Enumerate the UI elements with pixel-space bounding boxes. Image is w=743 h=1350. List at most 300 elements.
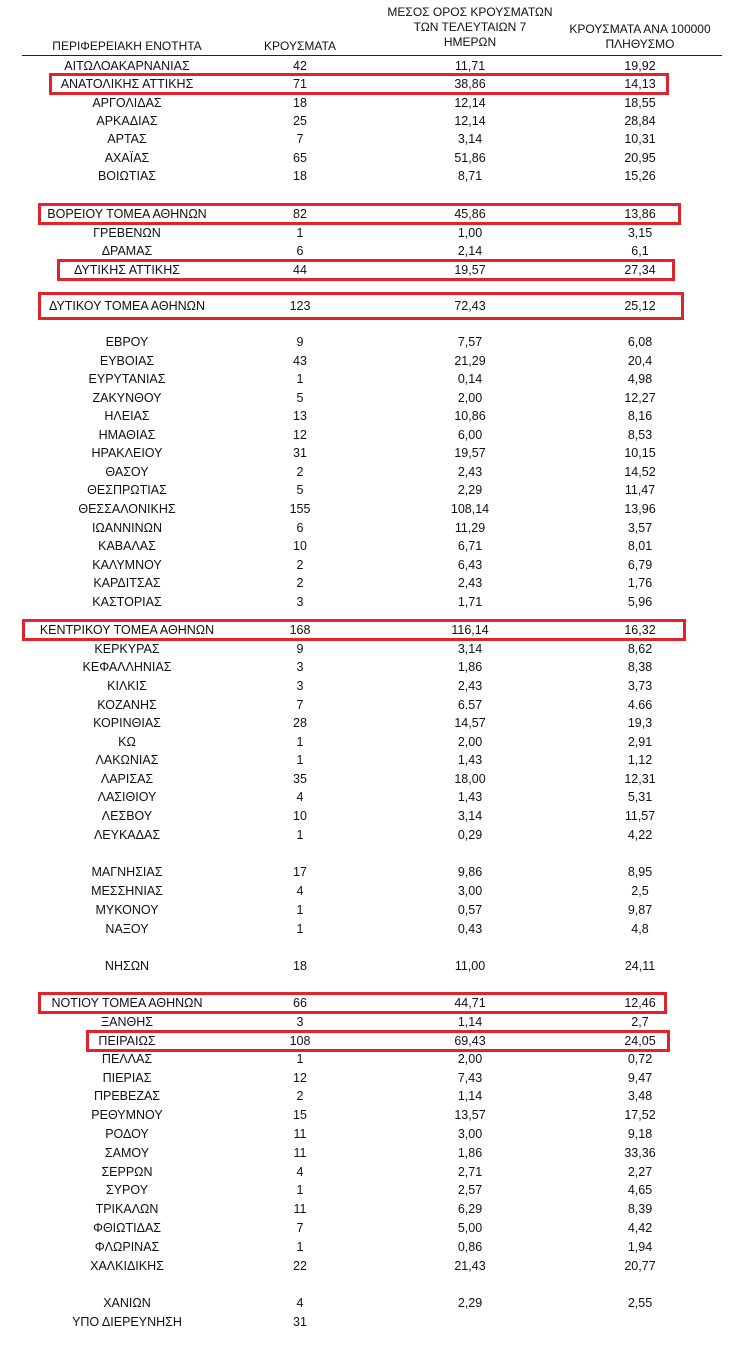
- avg-cell: 13,57: [454, 1108, 486, 1122]
- avg-cell: 21,29: [454, 354, 486, 368]
- per100k-cell: 11,57: [624, 809, 656, 823]
- region-cell: ΠΕΛΛΑΣ: [101, 1052, 153, 1066]
- table-row: [0, 500, 743, 518]
- avg-cell: 1,14: [457, 1089, 483, 1103]
- table-row: [0, 556, 743, 574]
- cases-cell: 2: [296, 558, 304, 572]
- table-row: [0, 1257, 743, 1275]
- per100k-cell: 20,77: [624, 1259, 656, 1273]
- region-cell: ΒΟΡΕΙΟΥ ΤΟΜΕΑ ΑΘΗΝΩΝ: [47, 207, 207, 221]
- table-row: [0, 920, 743, 938]
- region-cell: ΠΕΙΡΑΙΩΣ: [98, 1034, 156, 1048]
- table-row: [0, 593, 743, 611]
- cases-cell: 123: [289, 299, 311, 313]
- table-row: [0, 677, 743, 695]
- avg-cell: 2,43: [457, 679, 483, 693]
- table-row: [0, 1106, 743, 1124]
- avg-cell: 8,71: [457, 169, 483, 183]
- per100k-cell: 20,4: [627, 354, 653, 368]
- per100k-cell: 1,12: [627, 753, 653, 767]
- header-divider: [22, 55, 722, 56]
- per100k-cell: 4,42: [627, 1221, 653, 1235]
- avg-cell: 21,43: [454, 1259, 486, 1273]
- cases-cell: 4: [296, 884, 304, 898]
- region-cell: ΤΡΙΚΑΛΩΝ: [95, 1202, 159, 1216]
- table-row: [0, 130, 743, 148]
- region-cell: ΚΑΣΤΟΡΙΑΣ: [92, 595, 162, 609]
- region-cell: ΚΑΒΑΛΑΣ: [98, 539, 156, 553]
- avg-cell: 108,14: [450, 502, 490, 516]
- table-row: [0, 463, 743, 481]
- avg-cell: 0,29: [457, 828, 483, 842]
- per100k-cell: 12,46: [624, 996, 656, 1010]
- per100k-cell: 13,86: [624, 207, 656, 221]
- cases-cell: 108: [289, 1034, 311, 1048]
- table-row: [0, 261, 743, 279]
- per100k-cell: 2,91: [627, 735, 653, 749]
- region-cell: ΣΑΜΟΥ: [104, 1146, 150, 1160]
- per100k-cell: 6,1: [631, 244, 649, 258]
- region-cell: ΘΑΣΟΥ: [105, 465, 149, 479]
- region-cell: ΜΑΓΝΗΣΙΑΣ: [91, 865, 163, 879]
- avg-cell: 11,29: [454, 521, 486, 535]
- cases-cell: 71: [293, 77, 307, 91]
- cases-cell: 1: [296, 735, 304, 749]
- region-cell: ΥΠΟ ΔΙΕΡΕΥΝΗΣΗ: [72, 1315, 182, 1329]
- cases-cell: 4: [296, 790, 304, 804]
- region-cell: ΧΑΛΚΙΔΙΚΗΣ: [90, 1259, 164, 1273]
- avg-cell: 3,00: [457, 884, 483, 898]
- region-cell: ΕΥΡΥΤΑΝΙΑΣ: [88, 372, 166, 386]
- cases-cell: 5: [296, 483, 304, 497]
- table-row: [0, 621, 743, 639]
- avg-cell: 2,29: [457, 483, 483, 497]
- per100k-cell: 27,34: [624, 263, 656, 277]
- table-row: [0, 751, 743, 769]
- header-region: ΠΕΡΙΦΕΡΕΙΑΚΗ ΕΝΟΤΗΤΑ: [52, 39, 202, 53]
- region-cell: ΙΩΑΝΝΙΝΩΝ: [91, 521, 163, 535]
- region-cell: ΗΛΕΙΑΣ: [104, 409, 150, 423]
- per100k-cell: 8,38: [627, 660, 653, 674]
- avg-cell: 12,14: [454, 96, 486, 110]
- avg-cell: 7,57: [457, 335, 483, 349]
- table-row: [0, 1200, 743, 1218]
- region-cell: ΑΡΓΟΛΙΔΑΣ: [92, 96, 162, 110]
- table-row: [0, 297, 743, 315]
- region-cell: ΦΛΩΡΙΝΑΣ: [94, 1240, 160, 1254]
- per100k-cell: 10,15: [624, 446, 656, 460]
- per100k-cell: 4,98: [627, 372, 653, 386]
- cases-cell: 1: [296, 1240, 304, 1254]
- avg-cell: 2,14: [457, 244, 483, 258]
- region-cell: ΚΑΡΔΙΤΣΑΣ: [93, 576, 161, 590]
- cases-cell: 5: [296, 391, 304, 405]
- per100k-cell: 3,57: [627, 521, 653, 535]
- avg-cell: 2,57: [457, 1183, 483, 1197]
- avg-cell: 5,00: [457, 1221, 483, 1235]
- per100k-cell: 8,95: [627, 865, 653, 879]
- cases-cell: 11: [293, 1146, 307, 1160]
- cases-cell: 28: [293, 716, 307, 730]
- per100k-cell: 14,13: [624, 77, 656, 91]
- cases-cell: 7: [296, 132, 304, 146]
- avg-cell: 3,00: [457, 1127, 483, 1141]
- header-cases-per-100k: [550, 22, 730, 52]
- per100k-cell: 4.66: [627, 698, 653, 712]
- cases-cell: 9: [296, 335, 304, 349]
- avg-cell: 72,43: [454, 299, 486, 313]
- per100k-cell: 4,22: [627, 828, 653, 842]
- avg-cell: 1,86: [457, 660, 483, 674]
- cases-cell: 1: [296, 753, 304, 767]
- cases-cell: 6: [296, 521, 304, 535]
- region-cell: ΚΕΡΚΥΡΑΣ: [94, 642, 160, 656]
- region-cell: ΛΑΚΩΝΙΑΣ: [95, 753, 159, 767]
- avg-cell: 6.57: [457, 698, 483, 712]
- region-cell: ΛΕΣΒΟΥ: [101, 809, 153, 823]
- table-row: [0, 1069, 743, 1087]
- per100k-cell: 25,12: [624, 299, 656, 313]
- table-row: [0, 957, 743, 975]
- avg-cell: 6,00: [457, 428, 483, 442]
- cases-cell: 42: [293, 59, 307, 73]
- table-row: [0, 1238, 743, 1256]
- table-row: [0, 1219, 743, 1237]
- header-per100k-line-1: ΚΡΟΥΣΜΑΤΑ ΑΝΑ 100000: [569, 22, 711, 36]
- region-cell: ΗΜΑΘΙΑΣ: [98, 428, 156, 442]
- region-cell: ΘΕΣΣΑΛΟΝΙΚΗΣ: [78, 502, 176, 516]
- region-cell: ΒΟΙΩΤΙΑΣ: [97, 169, 157, 183]
- table-row: [0, 994, 743, 1012]
- avg-cell: 18,00: [454, 772, 486, 786]
- table-row: [0, 714, 743, 732]
- avg-cell: 6,71: [457, 539, 483, 553]
- avg-cell: 2,43: [457, 465, 483, 479]
- region-cell: ΛΑΡΙΣΑΣ: [100, 772, 154, 786]
- table-row: [0, 1032, 743, 1050]
- per100k-cell: 16,32: [624, 623, 656, 637]
- table-row: [0, 788, 743, 806]
- cases-cell: 155: [289, 502, 311, 516]
- table-row: [0, 242, 743, 260]
- region-cell: ΚΕΝΤΡΙΚΟΥ ΤΟΜΕΑ ΑΘΗΝΩΝ: [39, 623, 215, 637]
- cases-cell: 1: [296, 922, 304, 936]
- table-row: [0, 1050, 743, 1068]
- per100k-cell: 3,73: [627, 679, 653, 693]
- avg-cell: 51,86: [454, 151, 486, 165]
- per100k-cell: 6,08: [627, 335, 653, 349]
- avg-cell: 69,43: [454, 1034, 486, 1048]
- cases-cell: 18: [293, 169, 307, 183]
- cases-cell: 13: [293, 409, 307, 423]
- header-avg-line-2: ΤΩΝ ΤΕΛΕΥΤΑΙΩΝ 7: [413, 20, 527, 34]
- cases-cell: 18: [293, 96, 307, 110]
- table-row: [0, 863, 743, 881]
- cases-cell: 2: [296, 1089, 304, 1103]
- per100k-cell: 4,8: [631, 922, 649, 936]
- table-row: [0, 658, 743, 676]
- cases-cell: 10: [293, 539, 307, 553]
- table-row: [0, 112, 743, 130]
- cases-cell: 25: [293, 114, 307, 128]
- cases-cell: 65: [293, 151, 307, 165]
- table-row: [0, 1087, 743, 1105]
- per100k-cell: 12,27: [624, 391, 656, 405]
- region-cell: ΔΡΑΜΑΣ: [101, 244, 153, 258]
- region-cell: ΕΒΡΟΥ: [105, 335, 149, 349]
- per100k-cell: 17,52: [624, 1108, 656, 1122]
- avg-cell: 0,86: [457, 1240, 483, 1254]
- region-cell: ΣΕΡΡΩΝ: [101, 1165, 153, 1179]
- region-cell: ΑΡΤΑΣ: [107, 132, 147, 146]
- avg-cell: 12,14: [454, 114, 486, 128]
- per100k-cell: 14,52: [624, 465, 656, 479]
- avg-cell: 45,86: [454, 207, 486, 221]
- table-row: [0, 426, 743, 444]
- cases-cell: 11: [293, 1127, 307, 1141]
- avg-cell: 0,43: [457, 922, 483, 936]
- avg-cell: 1,86: [457, 1146, 483, 1160]
- table-row: [0, 696, 743, 714]
- table-row: [0, 167, 743, 185]
- per100k-cell: 0,72: [627, 1052, 653, 1066]
- table-row: [0, 807, 743, 825]
- cases-cell: 44: [293, 263, 307, 277]
- region-cell: ΡΟΔΟΥ: [105, 1127, 149, 1141]
- cases-cell: 4: [296, 1165, 304, 1179]
- region-cell: ΝΗΣΩΝ: [104, 959, 150, 973]
- region-cell: ΛΑΣΙΘΙΟΥ: [97, 790, 157, 804]
- avg-cell: 9,86: [457, 865, 483, 879]
- table-row: [0, 149, 743, 167]
- avg-cell: 2,00: [457, 735, 483, 749]
- region-cell: ΖΑΚΥΝΘΟΥ: [92, 391, 162, 405]
- per100k-cell: 19,3: [627, 716, 653, 730]
- table-row: [0, 901, 743, 919]
- cases-cell: 1: [296, 372, 304, 386]
- avg-cell: 10,86: [454, 409, 486, 423]
- avg-cell: 1,71: [457, 595, 483, 609]
- avg-cell: 19,57: [454, 446, 486, 460]
- avg-cell: 1,43: [457, 753, 483, 767]
- region-cell: ΝΟΤΙΟΥ ΤΟΜΕΑ ΑΘΗΝΩΝ: [51, 996, 203, 1010]
- per100k-cell: 8,39: [627, 1202, 653, 1216]
- cases-cell: 15: [293, 1108, 307, 1122]
- region-cell: ΓΡΕΒΕΝΩΝ: [93, 226, 161, 240]
- avg-cell: 2,71: [457, 1165, 483, 1179]
- avg-cell: 44,71: [454, 996, 486, 1010]
- per100k-cell: 28,84: [624, 114, 656, 128]
- cases-cell: 4: [296, 1296, 304, 1310]
- avg-cell: 1,00: [457, 226, 483, 240]
- per100k-cell: 4,65: [627, 1183, 653, 1197]
- avg-cell: 38,86: [454, 77, 486, 91]
- region-cell: ΡΕΘΥΜΝΟΥ: [91, 1108, 163, 1122]
- cases-cell: 3: [296, 679, 304, 693]
- region-cell: ΔΥΤΙΚΟΥ ΤΟΜΕΑ ΑΘΗΝΩΝ: [48, 299, 206, 313]
- cases-cell: 31: [293, 446, 307, 460]
- per100k-cell: 11,47: [624, 483, 656, 497]
- table-row: [0, 826, 743, 844]
- region-cell: ΚΩ: [118, 735, 136, 749]
- per100k-cell: 3,15: [627, 226, 653, 240]
- per100k-cell: 33,36: [624, 1146, 656, 1160]
- table-row: [0, 882, 743, 900]
- region-cell: ΞΑΝΘΗΣ: [101, 1015, 153, 1029]
- cases-cell: 2: [296, 465, 304, 479]
- region-cell: ΚΑΛΥΜΝΟΥ: [92, 558, 162, 572]
- region-cell: ΘΕΣΠΡΩΤΙΑΣ: [87, 483, 167, 497]
- per100k-cell: 8,16: [627, 409, 653, 423]
- avg-cell: 1,43: [457, 790, 483, 804]
- table-row: [0, 1013, 743, 1031]
- table-row: [0, 640, 743, 658]
- table-row: [0, 1125, 743, 1143]
- region-cell: ΑΝΑΤΟΛΙΚΗΣ ΑΤΤΙΚΗΣ: [60, 77, 194, 91]
- table-row: [0, 333, 743, 351]
- per100k-cell: 6,79: [627, 558, 653, 572]
- cases-cell: 1: [296, 1183, 304, 1197]
- region-cell: ΚΙΛΚΙΣ: [107, 679, 147, 693]
- cases-cell: 82: [293, 207, 307, 221]
- cases-cell: 12: [293, 428, 307, 442]
- avg-cell: 7,43: [457, 1071, 483, 1085]
- table-row: [0, 1313, 743, 1331]
- avg-cell: 19,57: [454, 263, 486, 277]
- avg-cell: 11,00: [454, 959, 486, 973]
- cases-cell: 22: [293, 1259, 307, 1273]
- avg-cell: 1,14: [457, 1015, 483, 1029]
- avg-cell: 6,43: [457, 558, 483, 572]
- table-row: [0, 481, 743, 499]
- avg-cell: 3,14: [457, 642, 483, 656]
- region-cell: ΣΥΡΟΥ: [105, 1183, 149, 1197]
- per100k-cell: 12,31: [624, 772, 656, 786]
- table-row: [0, 407, 743, 425]
- table-row: [0, 205, 743, 223]
- cases-cell: 11: [293, 1202, 307, 1216]
- header-avg-line-3: ΗΜΕΡΩΝ: [443, 35, 497, 49]
- cases-cell: 1: [296, 1052, 304, 1066]
- cases-cell: 66: [293, 996, 307, 1010]
- per100k-cell: 24,11: [624, 959, 656, 973]
- cases-cell: 7: [296, 1221, 304, 1235]
- per100k-cell: 10,31: [624, 132, 656, 146]
- table-row: [0, 94, 743, 112]
- avg-cell: 2,43: [457, 576, 483, 590]
- cases-cell: 1: [296, 226, 304, 240]
- avg-cell: 116,14: [451, 623, 489, 637]
- cases-cell: 1: [296, 903, 304, 917]
- per100k-cell: 18,55: [624, 96, 656, 110]
- table-row: [0, 733, 743, 751]
- per100k-cell: 2,55: [627, 1296, 653, 1310]
- table-row: [0, 770, 743, 788]
- per100k-cell: 8,01: [627, 539, 653, 553]
- per100k-cell: 1,76: [627, 576, 653, 590]
- header-avg-line-1: ΜΕΣΟΣ ΟΡΟΣ ΚΡΟΥΣΜΑΤΩΝ: [387, 5, 553, 19]
- avg-cell: 11,71: [454, 59, 486, 73]
- cases-cell: 2: [296, 576, 304, 590]
- header-per100k-line-2: ΠΛΗΘΥΣΜΟ: [605, 37, 675, 51]
- per100k-cell: 9,47: [627, 1071, 653, 1085]
- per100k-cell: 13,96: [624, 502, 656, 516]
- cases-cell: 1: [296, 828, 304, 842]
- per100k-cell: 5,31: [627, 790, 653, 804]
- per100k-cell: 8,53: [627, 428, 653, 442]
- table-row: [0, 370, 743, 388]
- avg-cell: 2,29: [457, 1296, 483, 1310]
- cases-cell: 10: [293, 809, 307, 823]
- avg-cell: 3,14: [457, 132, 483, 146]
- region-cell: ΗΡΑΚΛΕΙΟΥ: [91, 446, 163, 460]
- avg-cell: 3,14: [457, 809, 483, 823]
- avg-cell: 0,14: [457, 372, 483, 386]
- per100k-cell: 9,87: [627, 903, 653, 917]
- cases-cell: 7: [296, 698, 304, 712]
- table-row: [0, 1294, 743, 1312]
- region-cell: ΧΑΝΙΩΝ: [103, 1296, 151, 1310]
- table-row: [0, 57, 743, 75]
- cases-cell: 9: [296, 642, 304, 656]
- per100k-cell: 2,27: [627, 1165, 653, 1179]
- table-row: [0, 75, 743, 93]
- region-cell: ΜΕΣΣΗΝΙΑΣ: [91, 884, 163, 898]
- avg-cell: 2,00: [457, 391, 483, 405]
- table-row: [0, 574, 743, 592]
- region-cell: ΕΥΒΟΙΑΣ: [99, 354, 155, 368]
- region-cell: ΜΥΚΟΝΟΥ: [95, 903, 159, 917]
- cases-cell: 18: [293, 959, 307, 973]
- region-cell: ΛΕΥΚΑΔΑΣ: [93, 828, 161, 842]
- table-row: [0, 519, 743, 537]
- cases-cell: 3: [296, 595, 304, 609]
- per100k-cell: 15,26: [624, 169, 656, 183]
- region-cell: ΑΙΤΩΛΟΑΚΑΡΝΑΝΙΑΣ: [64, 59, 190, 73]
- region-cell: ΠΡΕΒΕΖΑΣ: [93, 1089, 161, 1103]
- region-cell: ΠΙΕΡΙΑΣ: [102, 1071, 152, 1085]
- cases-cell: 12: [293, 1071, 307, 1085]
- cases-cell: 31: [293, 1315, 307, 1329]
- per100k-cell: 5,96: [627, 595, 653, 609]
- cases-cell: 3: [296, 1015, 304, 1029]
- per100k-cell: 2,5: [631, 884, 649, 898]
- region-cell: ΚΟΖΑΝΗΣ: [97, 698, 157, 712]
- per100k-cell: 24,05: [624, 1034, 656, 1048]
- cases-cell: 6: [296, 244, 304, 258]
- table-row: [0, 1163, 743, 1181]
- table-row: [0, 389, 743, 407]
- region-cell: ΑΧΑΪΑΣ: [104, 151, 150, 165]
- avg-cell: 0,57: [457, 903, 483, 917]
- per100k-cell: 8,62: [627, 642, 653, 656]
- per100k-cell: 9,18: [627, 1127, 653, 1141]
- region-cell: ΔΥΤΙΚΗΣ ΑΤΤΙΚΗΣ: [74, 263, 180, 277]
- per100k-cell: 2,7: [631, 1015, 649, 1029]
- per100k-cell: 19,92: [624, 59, 656, 73]
- per100k-cell: 20,95: [624, 151, 656, 165]
- per100k-cell: 1,94: [627, 1240, 653, 1254]
- header-cases: ΚΡΟΥΣΜΑΤΑ: [264, 39, 336, 53]
- table-row: [0, 537, 743, 555]
- avg-cell: 2,00: [457, 1052, 483, 1066]
- header-avg-7-days: [375, 5, 565, 50]
- table-row: [0, 444, 743, 462]
- region-cell: ΚΕΦΑΛΛΗΝΙΑΣ: [82, 660, 172, 674]
- region-cell: ΚΟΡΙΝΘΙΑΣ: [93, 716, 161, 730]
- cases-cell: 17: [293, 865, 307, 879]
- table-row: [0, 352, 743, 370]
